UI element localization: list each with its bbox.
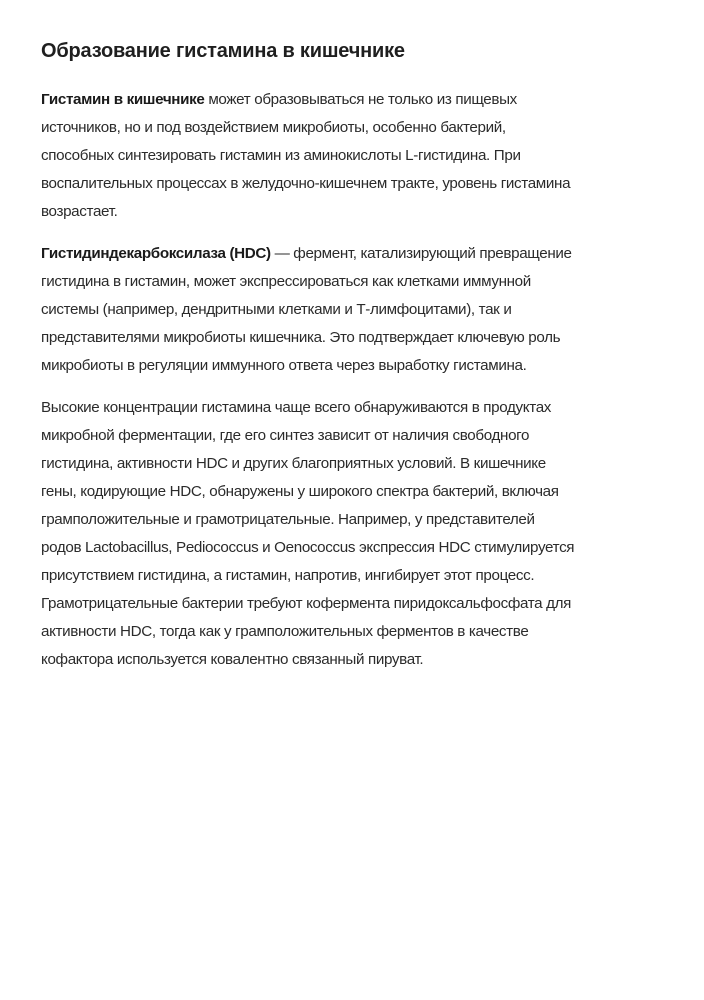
- article: [41, 38, 661, 688]
- bold-lead: Гистидиндекарбоксилаза (HDC): [41, 245, 271, 262]
- text-line: гены, кодирующие HDC, обнаружены у широкого спектра бактерий, включая: [41, 483, 559, 500]
- article-title: Образование гистамина в кишечнике: [41, 40, 405, 62]
- paragraph-microbial-fermentation: [41, 394, 661, 674]
- text-line: родов Lactobacillus, Pediococcus и Oenococcus экспрессия HDC стимулируется: [41, 539, 575, 556]
- text-line: активности HDC, тогда как у грамположительных ферментов в качестве: [41, 623, 529, 640]
- text-line: Высокие концентрации гистамина чаще всего обнаруживаются в продуктах: [41, 399, 552, 416]
- text-line: микробной ферментации, где его синтез зависит от наличия свободного: [41, 427, 530, 444]
- text-line: Гистамин в кишечнике может образовываться не только из пищевых: [41, 91, 517, 108]
- paragraph-hdc: [41, 240, 661, 380]
- text-line: микробиоты в регуляции иммунного ответа через выработку гистамина.: [41, 357, 527, 374]
- text-line: гистидина, активности HDC и других благоприятных условий. В кишечнике: [41, 455, 546, 472]
- text-line: кофактора используется ковалентно связанный пируват.: [41, 651, 424, 668]
- text-line: источников, но и под воздействием микробиоты, особенно бактерий,: [41, 119, 506, 136]
- text-line: Грамотрицательные бактерии требуют кофермента пиридоксальфосфата для: [41, 595, 572, 612]
- text-line: грамположительные и грамотрицательные. Например, у представителей: [41, 511, 535, 528]
- text-line: Гистидиндекарбоксилаза (HDC) — фермент, катализирующий превращение: [41, 245, 572, 262]
- text-line: системы (например, дендритными клетками и Т-лимфоцитами), так и: [41, 301, 512, 318]
- paragraph-histamine-intestine: [41, 86, 661, 226]
- text-line: воспалительных процессах в желудочно-кишечнем тракте, уровень гистамина: [41, 175, 571, 192]
- bold-lead: Гистамин в кишечнике: [41, 91, 205, 108]
- text-line: гистидина в гистамин, может экспрессироваться как клетками иммунной: [41, 273, 531, 290]
- text-line: представителями микробиоты кишечника. Это подтверждает ключевую роль: [41, 329, 561, 346]
- text-line: возрастает.: [41, 203, 118, 220]
- text-line: способных синтезировать гистамин из аминокислоты L-гистидина. При: [41, 147, 521, 164]
- text-line: присутствием гистидина, а гистамин, напротив, ингибирует этот процесс.: [41, 567, 535, 584]
